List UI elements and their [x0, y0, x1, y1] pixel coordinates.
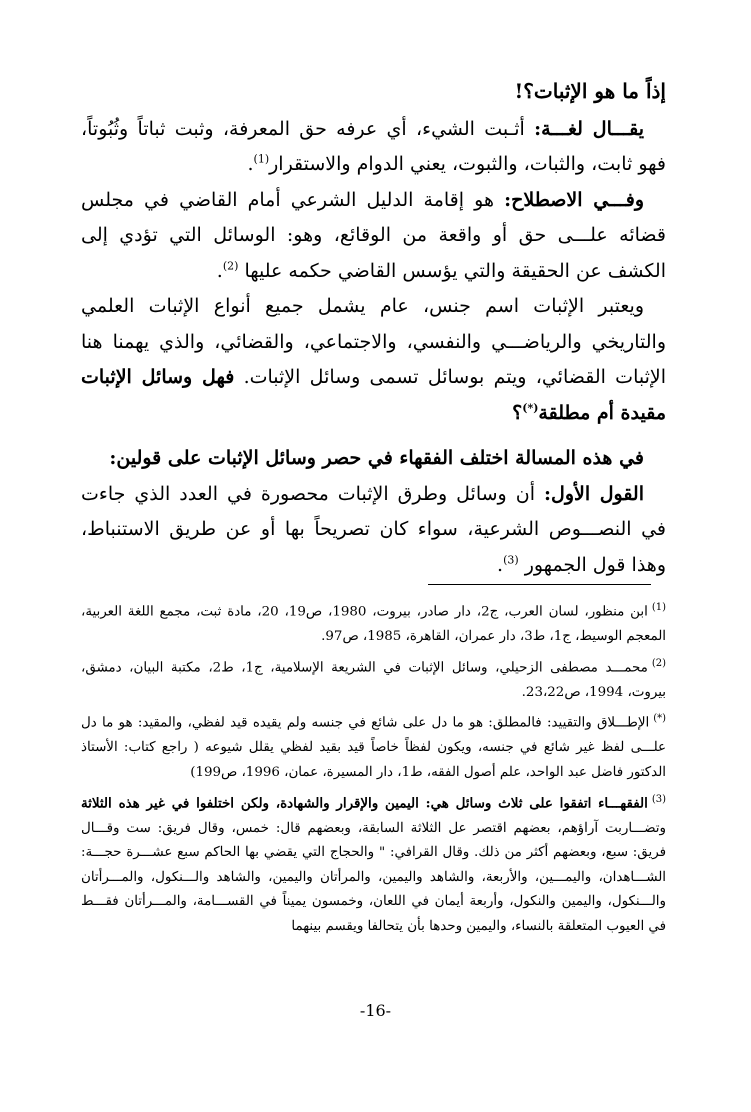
end-first-opinion: .	[497, 553, 504, 576]
text-jins: ويعتبر الإثبات اسم جنس، عام يشمل جميع أنواع الإثبات العلمي والتاريخي والرياضـــي والنفسي، والاجتماعي، والقضائي، والذي يهمنا هنا الإثبات القضائي، ويتم بوسائل تسمى وسائل الإثبات.	[81, 295, 666, 388]
end-istilah: .	[216, 259, 223, 282]
footnote-text: الإطـــلاق والتقييد: فالمطلق: هو ما دل على شائع في جنسه ولم يقيده قيد لفظي، والمقيد: هو ما دل علـــى لفظ غير شائع في جنسه، ويكون لفظاً خاصاً قيد بقيد لفظي يقلل شيوعه ( راجع كتاب: الأستاذ الدكتور فاضل عبد الواحد، علم أصول الفقه، ط1، دار المسيرة، عمان، 1996، ص199)	[81, 715, 666, 780]
footnote-separator	[428, 584, 651, 585]
footnote-ref-3: (3)	[503, 553, 519, 567]
footnote-ref-2: (2)	[222, 259, 239, 273]
footnote-star	[81, 707, 666, 785]
section-heading: إذاً ما هو الإثبات؟!	[514, 79, 666, 103]
footnotes	[81, 596, 666, 942]
footnote-mark: (1)	[651, 602, 666, 613]
footnote-mark: (*)	[653, 713, 666, 725]
label-first-opinion: القول الأول:	[544, 482, 644, 505]
footnote-ref-1: (1)	[253, 152, 270, 166]
end-jins: ؟	[512, 401, 523, 424]
text-lugha: أثـبت الشيء، أي عرفه حق المعرفة، وثبت ثباتاً وثُبُوتاً، فهو ثابت، والثبات، والثبوت، يعني الدوام والاستقرار	[81, 117, 666, 175]
footnote-text: وتضـــاربت آراؤهم، بعضهم اقتصر عل الثلاثة السابقة، وبعضهم قال: خمس، وقال فريق: ست وقـــال فريق: سبع، وبعضهم أكثر من ذلك. وقال القرافي: " والحجاج التي يقضي بها الحاكم سبع عشـــرة حجـــة: الشـــاهدان، واليمـــين، والأربعة، والشاهد واليمين، والمرأتان واليمين، والشاهد والـــنكول، والمـــرأتان والـــنكول، واليمين والنكول، وأربعة أيمان في اللعان، وخمسون يميناً في القســـامة، والمـــرأتان فقـــط في العيوب المتعلقة بالنساء، واليمين وحدها بأن يتحالفا ويقسم بينهما	[81, 820, 666, 934]
question-bold: فهل وسائل الإثبات مقيدة أم مطلقة	[81, 366, 666, 424]
text-first-opinion: أن وسائل وطرق الإثبات محصورة في العدد الذي جاءت في النصـــوص الشرعية، سواء كان تصريحاً بها أو عن طريق الاستنباط، وهذا قول الجمهور	[81, 482, 666, 576]
footnote-2	[81, 652, 666, 706]
footnote-text: ابن منظور، لسان العرب، ج2، دار صادر، بيروت، 1980، ص19، 20، مادة ثبت، مجمع اللغة العربية، المعجم الوسيط، ج1، ط3، دار عمران، القاهرة، 1985، ص97.	[81, 604, 666, 645]
label-lugha: يقـــال لغـــة:	[534, 117, 644, 140]
paragraph-genus	[81, 289, 666, 431]
end-lugha: .	[247, 153, 254, 175]
footnote-3	[81, 788, 666, 940]
paragraph-disagreement: في هذه المسالة اختلف الفقهاء في حصر وسائل الإثبات على قولين:	[109, 447, 644, 469]
footnote-text: محمـــد مصطفى الزحيلي، وسائل الإثبات في الشريعة الإسلامية، ج1، ط2، مكتبة البيان، دمشق، بيروت، 1994، ص23،22.	[81, 660, 666, 700]
spacer	[81, 431, 666, 441]
paragraph-first-opinion	[81, 477, 666, 584]
footnote-1	[81, 596, 666, 650]
footnote-mark: (2)	[651, 657, 667, 669]
footnote-ref-star: (*)	[522, 401, 539, 415]
paragraph-linguistic-definition	[81, 112, 666, 183]
main-text	[81, 74, 666, 583]
footnote-lead: الفقهـــاء اتفقوا على ثلاث وسائل هي: اليمين والإقرار والشهادة، ولكن اختلفوا في غير هذه الثلاثة	[81, 795, 648, 812]
footnote-mark: (3)	[651, 793, 666, 805]
page-number: -16-	[359, 1001, 392, 1020]
label-istilah: وفـــي الاصطلاح:	[504, 188, 644, 211]
text-istilah: هو إقامة الدليل الشرعي أمام القاضي في مجلس قضائه علـــى حق أو واقعة من الوقائع، وهو: الوسائل التي تؤدي إلى الكشف عن الحقيقة والتي يؤسس القاضي حكمه عليها	[81, 188, 666, 282]
paragraph-technical-definition	[81, 183, 666, 290]
